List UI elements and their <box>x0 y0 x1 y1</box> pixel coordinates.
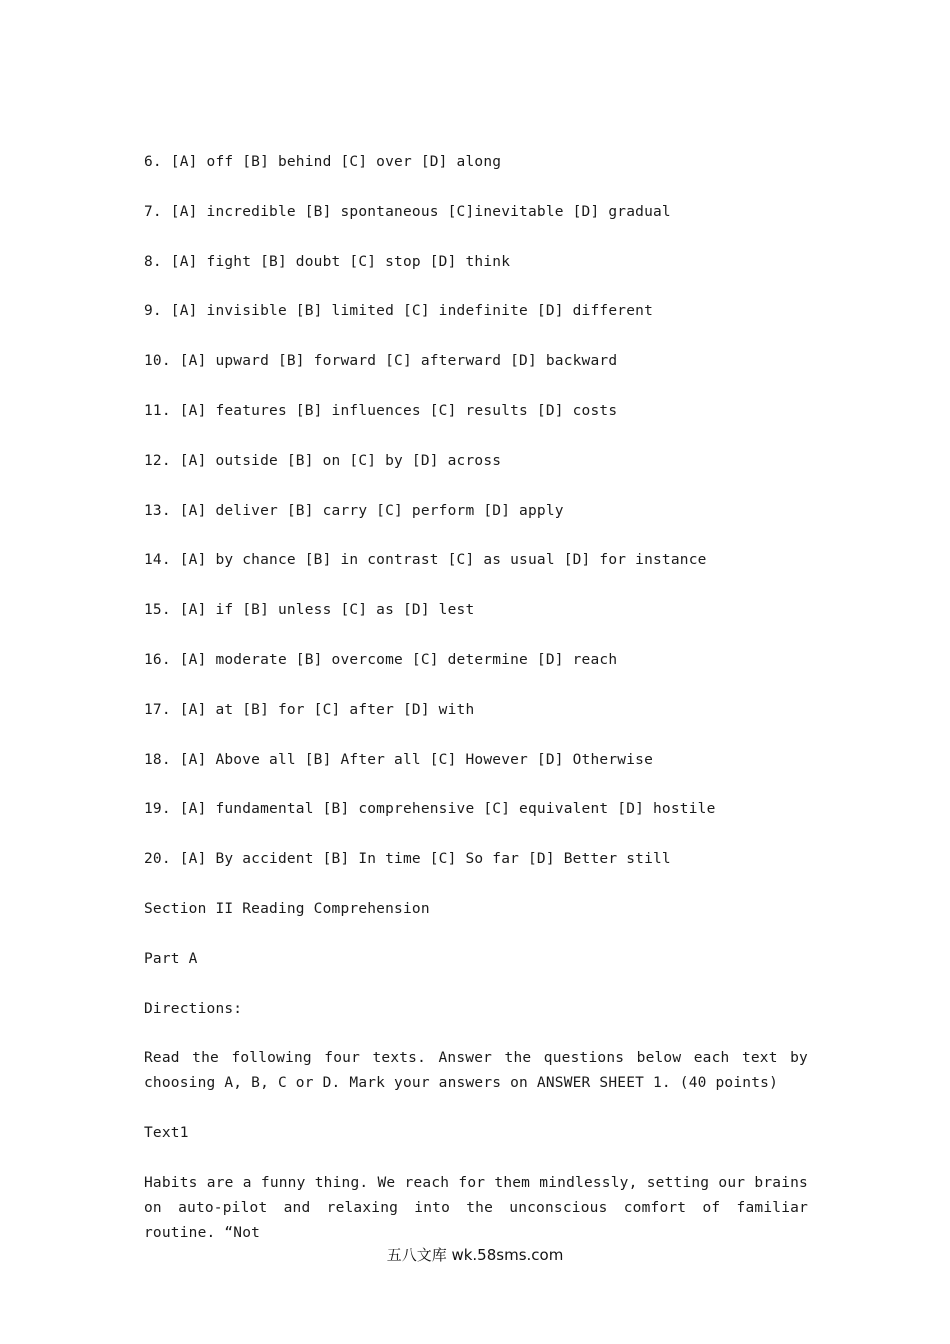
question-line: 8. [A] fight [B] doubt [C] stop [D] think <box>144 253 511 270</box>
section-title: Section II Reading Comprehension <box>144 900 430 917</box>
footer-watermark: 五八文库 wk.58sms.com <box>386 1246 564 1264</box>
question-line: 19. [A] fundamental [B] comprehensive [C] equivalent [D] hostile <box>144 801 716 818</box>
question-line: 13. [A] deliver [B] carry [C] perform [D] apply <box>144 502 564 519</box>
part-title: Part A <box>144 950 198 967</box>
question-line: 7. [A] incredible [B] spontaneous [C]inevitable [D] gradual <box>144 203 671 220</box>
question-line: 9. [A] invisible [B] limited [C] indefinite [D] different <box>144 303 653 320</box>
question-line: 16. [A] moderate [B] overcome [C] determine [D] reach <box>144 651 618 668</box>
question-line: 10. [A] upward [B] forward [C] afterward [D] backward <box>144 353 618 370</box>
question-line: 20. [A] By accident [B] In time [C] So far [D] Better still <box>144 851 671 868</box>
directions-label: Directions: <box>144 1000 243 1017</box>
text-label: Text1 <box>144 1125 189 1142</box>
document-body <box>144 150 808 1271</box>
text-body: Habits are a funny thing. We reach for them mindlessly, setting our brains on auto-pilot and relaxing into the unconscious comfort of familiar routine. “Not <box>144 1174 808 1241</box>
question-line: 11. [A] features [B] influences [C] results [D] costs <box>144 402 618 419</box>
question-line: 6. [A] off [B] behind [C] over [D] along <box>144 154 502 170</box>
question-line: 12. [A] outside [B] on [C] by [D] across <box>144 452 502 469</box>
question-line: 18. [A] Above all [B] After all [C] However [D] Otherwise <box>144 751 653 768</box>
question-line: 17. [A] at [B] for [C] after [D] with <box>144 701 475 718</box>
question-line: 15. [A] if [B] unless [C] as [D] lest <box>144 602 475 619</box>
question-line: 14. [A] by chance [B] in contrast [C] as usual [D] for instance <box>144 552 707 569</box>
directions-text: Read the following four texts. Answer the questions below each text by choosing A, B, C or D. Mark your answers on ANSWER SHEET 1. (40 points) <box>144 1050 808 1092</box>
